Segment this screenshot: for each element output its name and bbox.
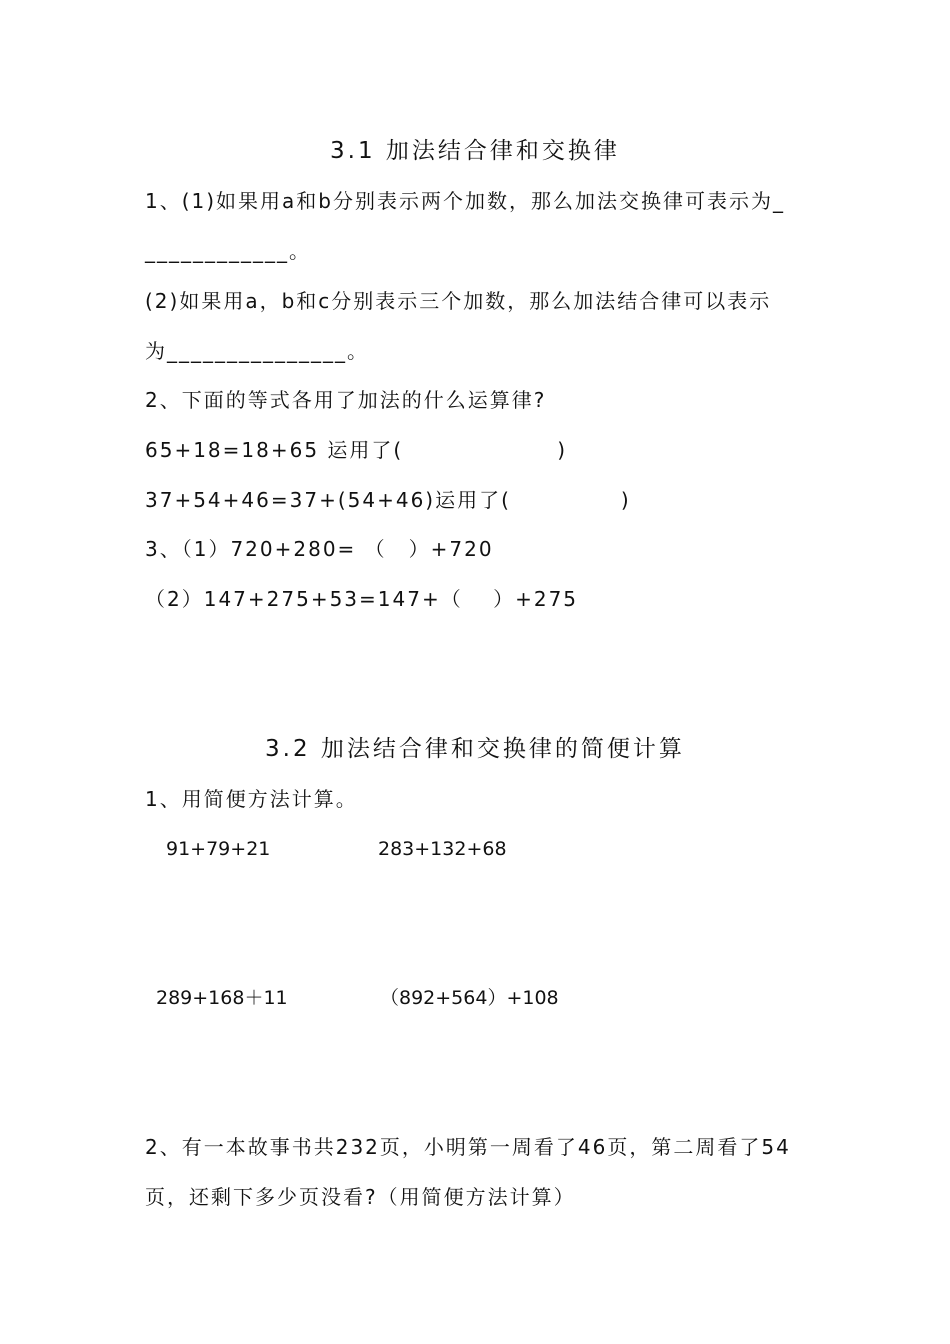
q1-part1-line1: 1、(1)如果用a和b分别表示两个加数，那么加法交换律可表示为_ [145, 189, 786, 213]
s2-q2-line1: 2、有一本故事书共232页，小明第一周看了46页，第二周看了54 [145, 1135, 791, 1159]
section-3-2-title: 3.2 加法结合律和交换律的简便计算 [265, 736, 685, 762]
q3-part1: 3、（1）720+280= （ ）+720 [145, 537, 494, 561]
q1-part1-line2: ____________。 [145, 239, 311, 263]
expression-3: 289+168＋11 [156, 987, 288, 1009]
q1-part2-line1: (2)如果用a，b和c分别表示三个加数，那么加法结合律可以表示 [145, 289, 772, 313]
q1-part2-line2: 为_______________。 [145, 339, 369, 363]
q2-item1: 65+18=18+65 运用了( ) [145, 438, 568, 462]
s2-q2-line2: 页，还剩下多少页没看?（用简便方法计算） [145, 1185, 576, 1209]
section-3-1-title: 3.1 加法结合律和交换律 [330, 138, 620, 164]
expression-4: （892+564）+108 [380, 987, 559, 1009]
expression-2: 283+132+68 [378, 838, 507, 860]
q3-part2: （2）147+275+53=147+（ ）+275 [145, 587, 579, 611]
q2-item2: 37+54+46=37+(54+46)运用了( ) [145, 488, 631, 512]
q2-heading: 2、下面的等式各用了加法的什么运算律? [145, 388, 547, 412]
s2-q1-heading: 1、用简便方法计算。 [145, 787, 358, 811]
expression-1: 91+79+21 [166, 838, 271, 860]
